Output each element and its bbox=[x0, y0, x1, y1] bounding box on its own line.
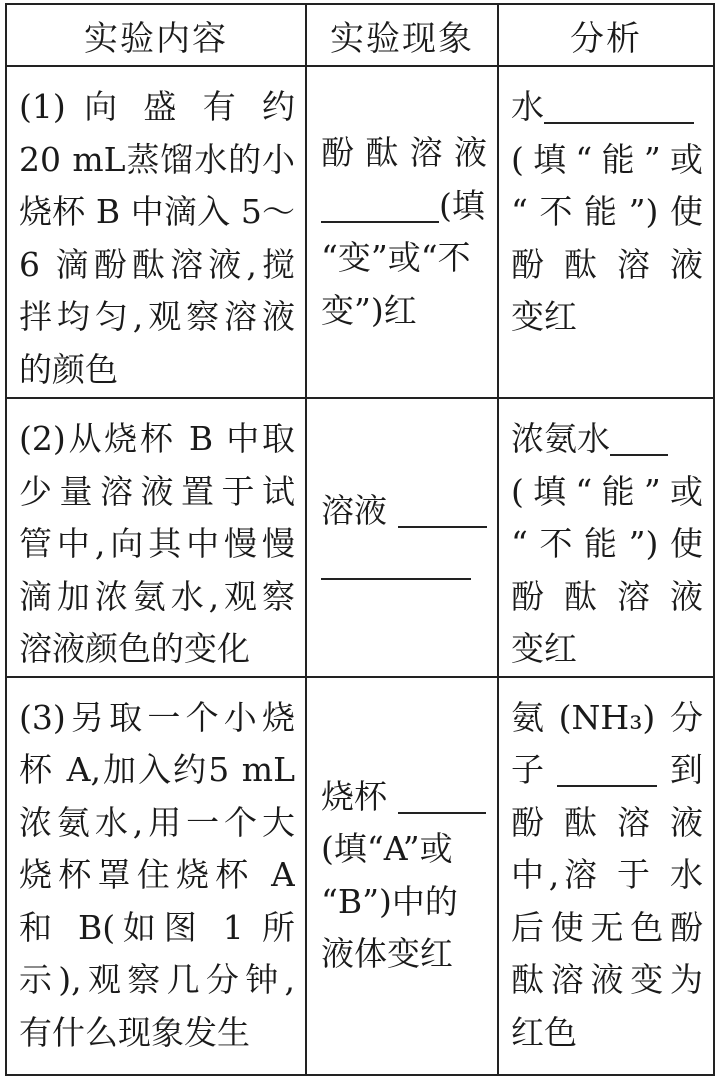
content-line: (3)另取一个小烧 bbox=[19, 697, 295, 737]
answer-blank[interactable] bbox=[398, 493, 488, 528]
phenomenon-line: 液体变红 bbox=[321, 934, 453, 973]
analysis-line: “不能”)使 bbox=[511, 524, 703, 563]
content-line: 烧杯罩住烧杯 A bbox=[19, 855, 295, 894]
content-line: 浓氨水,用一个大 bbox=[19, 802, 295, 842]
content-line: 烧杯 B 中滴入 5～ bbox=[19, 192, 295, 231]
content-line: 少量溶液置于试 bbox=[19, 471, 295, 511]
analysis-line bbox=[511, 81, 703, 134]
analysis-line: 酞溶液变为 bbox=[511, 960, 703, 999]
content-line: 6 滴酚酞溶液,搅 bbox=[19, 244, 295, 284]
analysis-line: 变红 bbox=[511, 297, 577, 336]
phenomenon-line bbox=[321, 537, 487, 590]
table-row bbox=[6, 677, 714, 1075]
row3-phenomenon-cell bbox=[306, 677, 498, 1075]
row3-analysis-cell bbox=[498, 677, 714, 1075]
content-line: 的颜色 bbox=[19, 349, 118, 389]
phenomenon-line bbox=[321, 485, 487, 538]
answer-blank[interactable] bbox=[544, 89, 694, 124]
analysis-line bbox=[511, 413, 703, 466]
analysis-line: (填“能”或 bbox=[511, 471, 703, 511]
answer-blank[interactable] bbox=[321, 188, 439, 223]
table-row bbox=[6, 66, 714, 398]
phenomenon-line: (填“A”或 bbox=[321, 829, 453, 868]
analysis-line: 酚 酞 溶 液 bbox=[511, 576, 703, 616]
analysis-text: 浓氨水 bbox=[511, 419, 610, 458]
phenomenon-line bbox=[321, 180, 487, 233]
phenomenon-line bbox=[321, 771, 487, 824]
row1-phenomenon-cell bbox=[306, 66, 498, 398]
phenomenon-line: 酚酞溶液 bbox=[321, 133, 487, 172]
phenomenon-text: 溶液 bbox=[321, 490, 387, 530]
experiment-table bbox=[5, 3, 715, 1076]
header-content: 实验内容 bbox=[6, 4, 306, 66]
analysis-text: 到 bbox=[657, 750, 703, 789]
header-row bbox=[6, 4, 714, 66]
analysis-line: 红色 bbox=[511, 1012, 577, 1052]
analysis-line: (填“能”或 bbox=[511, 139, 703, 179]
phenomenon-line: 变”)红 bbox=[321, 290, 417, 330]
content-line: 滴加浓氨水,观察 bbox=[19, 576, 295, 616]
row2-phenomenon-cell bbox=[306, 398, 498, 677]
analysis-line bbox=[511, 744, 703, 797]
analysis-line: 酚 酞 溶 液 bbox=[511, 802, 703, 842]
content-line: 20 mL蒸馏水的小 bbox=[19, 139, 295, 179]
answer-blank[interactable] bbox=[557, 752, 657, 787]
content-line: 溶液颜色的变化 bbox=[19, 629, 250, 668]
phenomenon-line: “变”或“不 bbox=[321, 238, 471, 277]
analysis-line: 酚 酞 溶 液 bbox=[511, 244, 703, 284]
row1-analysis-cell bbox=[498, 66, 714, 398]
row1-content-cell bbox=[6, 66, 306, 398]
analysis-line: “不能”)使 bbox=[511, 192, 703, 231]
analysis-line: 变红 bbox=[511, 629, 577, 668]
analysis-line: 氨(NH₃)分 bbox=[511, 697, 703, 737]
header-analysis: 分析 bbox=[498, 4, 714, 66]
content-line: 和 B(如图 1 所 bbox=[19, 907, 295, 947]
phenomenon-text: 烧杯 bbox=[321, 776, 387, 816]
content-line: (2)从烧杯 B 中取 bbox=[19, 419, 295, 458]
answer-blank[interactable] bbox=[398, 779, 486, 814]
row2-content-cell bbox=[6, 398, 306, 677]
content-line: 杯 A,加入约5 mL bbox=[19, 750, 295, 789]
content-line: 有什么现象发生 bbox=[19, 1012, 250, 1052]
content-line: 拌均匀,观察溶液 bbox=[19, 297, 295, 336]
table-row bbox=[6, 398, 714, 677]
row2-analysis-cell bbox=[498, 398, 714, 677]
analysis-text: 水 bbox=[511, 87, 544, 126]
analysis-text: 子 bbox=[511, 750, 557, 789]
answer-blank[interactable] bbox=[610, 421, 668, 456]
phenomenon-line: “B”)中的 bbox=[321, 881, 458, 921]
content-line: 示),观察几分钟, bbox=[19, 960, 295, 999]
phenomenon-text: (填 bbox=[439, 185, 485, 225]
row3-content-cell bbox=[6, 677, 306, 1075]
analysis-line: 中,溶 于 水 bbox=[511, 855, 703, 894]
analysis-line: 后使无色酚 bbox=[511, 907, 703, 947]
answer-blank[interactable] bbox=[321, 545, 471, 580]
header-phenomenon: 实验现象 bbox=[306, 4, 498, 66]
content-line: 管中,向其中慢慢 bbox=[19, 524, 295, 563]
content-line: (1) 向 盛 有 约 bbox=[19, 87, 295, 126]
